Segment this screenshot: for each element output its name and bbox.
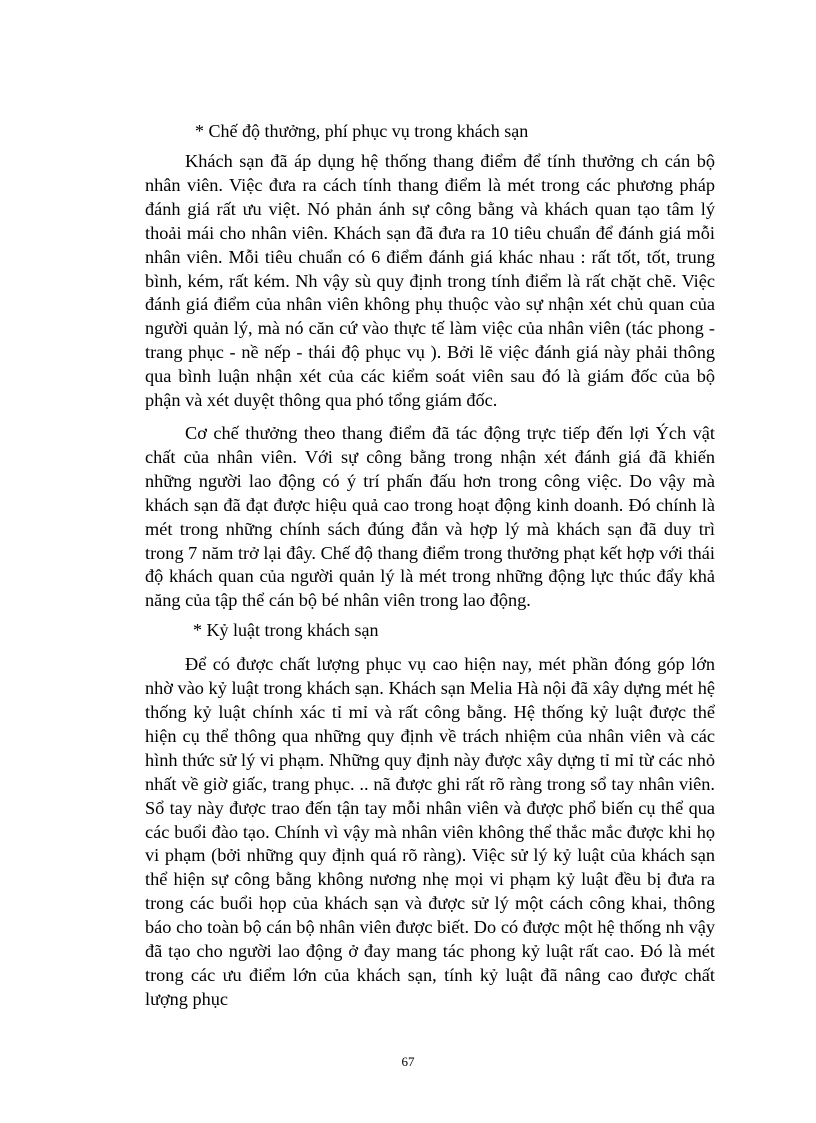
section-heading-discipline: * Kỷ luật trong khách sạn <box>193 620 379 641</box>
page-number: 67 <box>401 1054 415 1069</box>
section-heading-reward-policy: * Chế độ thưởng, phí phục vụ trong khách sạn <box>195 121 529 141</box>
page-content <box>145 117 715 1012</box>
paragraph-reward-points-system: Khách sạn đã áp dụng hệ thống thang điểm để tính thưởng ch cán bộ nhân viên. Việc đưa ra cách tính thang điểm là mét trong các phương pháp đánh giá rất ưu việt. Nó phản ánh sự công bằng và khách quan tạo tâm lý thoải mái cho nhân viên. Khách sạn đã đưa ra 10 tiêu chuẩn để đánh giá mỗi nhân viên. Mỗi tiêu chuẩn có 6 điểm đánh giá khác nhau : rất tốt, tốt, trung bình, kém, rất kém. Nh vậy sù quy định trong tính điểm là rất chặt chẽ. Việc đánh giá điểm của nhân viên không phụ thuộc vào sự nhận xét chủ quan của người quản lý, mà nó căn cứ vào thực tế làm việc của nhân viên (tác phong - trang phục - nề nếp - thái độ phục vụ ). Bởi lẽ việc đánh giá này phải thông qua bình luận nhận xét của các kiểm soát viên sau đó là giám đốc của bộ phận và xét duyệt thông qua phó tổng giám đốc. <box>145 151 715 411</box>
paragraph-discipline-system: Để có được chất lượng phục vụ cao hiện nay, mét phần đóng góp lớn nhờ vào kỷ luật trong khách sạn. Khách sạn Melia Hà nội đã xây dựng mét hệ thống kỷ luật chính xác tỉ mỉ và rất công bằng. Hệ thống kỷ luật được thể hiện cụ thể thông qua những quy định về trách nhiệm của nhân viên và các hình thức sử lý vi phạm. Những quy định này được xây dựng tỉ mỉ từ các nhỏ nhất về giờ giấc, trang phục. .. nã được ghi rất rõ ràng trong sổ tay nhân viên. Sổ tay này được trao đến tận tay mỗi nhân viên và được phổ biến cụ thể qua các buổi đào tạo. Chính vì vậy mà nhân viên không thể thắc mắc được khi họ vi phạm (bởi những quy định quá rõ ràng). Việc sử lý kỷ luật của khách sạn thể hiện sự công bằng không nương nhẹ mọi vi phạm kỷ luật đều bị đưa ra trong các buổi họp của khách sạn và được sử lý một cách công khai, thông báo cho toàn bộ cán bộ nhân viên được biết. Do có được một hệ thống nh vậy đã tạo cho người lao động ở đay mang tác phong kỷ luật rất cao. Đó là mét trong các ưu điểm lớn của khách sạn, tính kỷ luật đã nâng cao được chất lượng phục <box>145 654 715 1009</box>
paragraph-reward-mechanism: Cơ chế thưởng theo thang điểm đã tác động trực tiếp đến lợi Ých vật chất của nhân viên. Với sự công bằng trong nhận xét đánh giá đã khiến những người lao động có ý trí phấn đấu hơn trong công việc. Do vậy mà khách sạn đã đạt được hiệu quả cao trong hoạt động kinh doanh. Đó chính là mét trong những chính sách đúng đắn và hợp lý mà khách sạn đã duy trì trong 7 năm trở lại đây. Chế độ thang điểm trong thưởng phạt kết hợp với thái độ khách quan của người quản lý là mét trong những động lực thúc đẩy khả năng của tập thể cán bộ bé nhân viên trong lao động. <box>145 422 715 611</box>
